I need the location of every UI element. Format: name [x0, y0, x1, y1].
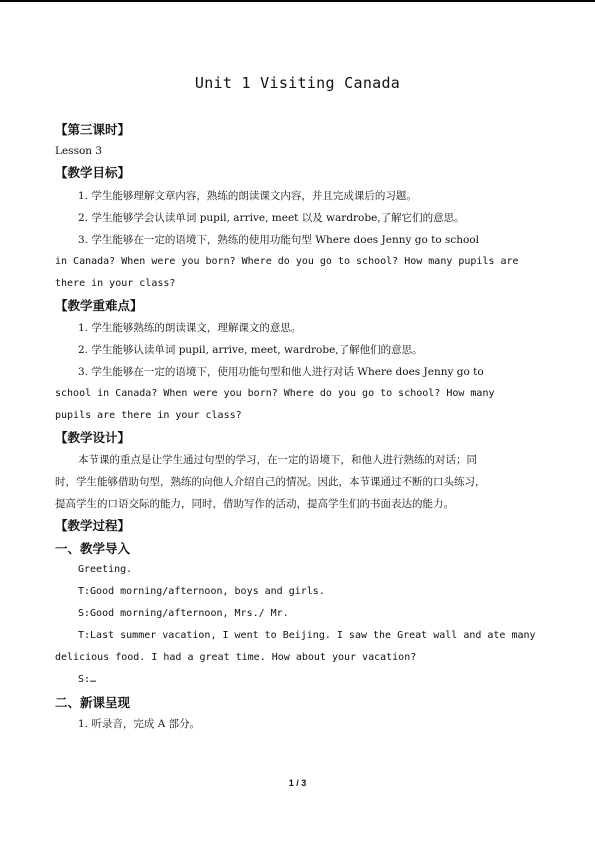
text-line: 3. 学生能够在一定的语境下，熟练的使用功能句型 Where does Jenny go to school — [78, 234, 480, 246]
section-heading: 【第三课时】 — [55, 122, 131, 137]
text-line: 时，学生能够借助句型，熟练的向他人介绍自己的情况。因此，本节课通过不断的口头练习， — [55, 476, 486, 488]
text-line: S:… — [78, 674, 97, 685]
text-line: 1. 听录音，完成 A 部分。 — [78, 718, 201, 730]
text-line: 本节课的重点是让学生通过句型的学习，在一定的语境下，和他人进行熟练的对话；同 — [78, 454, 477, 466]
text-line: Lesson 3 — [55, 145, 103, 157]
text-line: 提高学生的口语交际的能力，同时，借助写作的活动，提高学生们的书面表达的能力。 — [55, 498, 454, 510]
document-title: Unit 1 Visiting Canada — [194, 74, 401, 92]
section-heading: 【教学重难点】 — [55, 298, 143, 313]
text-line: T:Last summer vacation, I went to Beijing. I saw the Great wall and ate many — [78, 630, 536, 641]
text-line: pupils are there in your class? — [55, 410, 242, 421]
section-heading: 【教学设计】 — [55, 430, 131, 445]
text-line: delicious food. I had a great time. How about your vacation? — [55, 652, 417, 663]
text-line: 2. 学生能够学会认读单词 pupil, arrive, meet 以及 wardrobe,了解它们的意思。 — [78, 212, 465, 224]
section-heading: 一、教学导入 — [55, 541, 131, 556]
text-line: 1. 学生能够熟练的朗读课文，理解课文的意思。 — [78, 322, 302, 334]
text-line: 3. 学生能够在一定的语境下，使用功能句型和他人进行对话 Where does Jenny go to — [78, 366, 484, 378]
text-line: Greeting. — [78, 564, 133, 575]
text-line: 1. 学生能够理解文章内容，熟练的朗读课文内容，并且完成课后的习题。 — [78, 190, 417, 202]
section-heading: 【教学目标】 — [55, 165, 131, 180]
text-line: in Canada? When were you born? Where do you go to school? How many pupils are — [55, 256, 519, 267]
text-line: school in Canada? When were you born? Where do you go to school? How many — [55, 388, 495, 399]
section-heading: 二、新课呈现 — [55, 695, 131, 710]
section-heading: 【教学过程】 — [55, 518, 131, 533]
text-line: there in your class? — [55, 278, 176, 289]
text-line: T:Good morning/afternoon, boys and girls. — [78, 586, 325, 597]
text-line: 2. 学生能够认读单词 pupil, arrive, meet, wardrobe,了解他们的意思。 — [78, 344, 423, 356]
top-border-line — [0, 0, 595, 2]
text-line: S:Good morning/afternoon, Mrs./ Mr. — [78, 608, 289, 619]
page-number: 1 / 3 — [288, 778, 307, 788]
